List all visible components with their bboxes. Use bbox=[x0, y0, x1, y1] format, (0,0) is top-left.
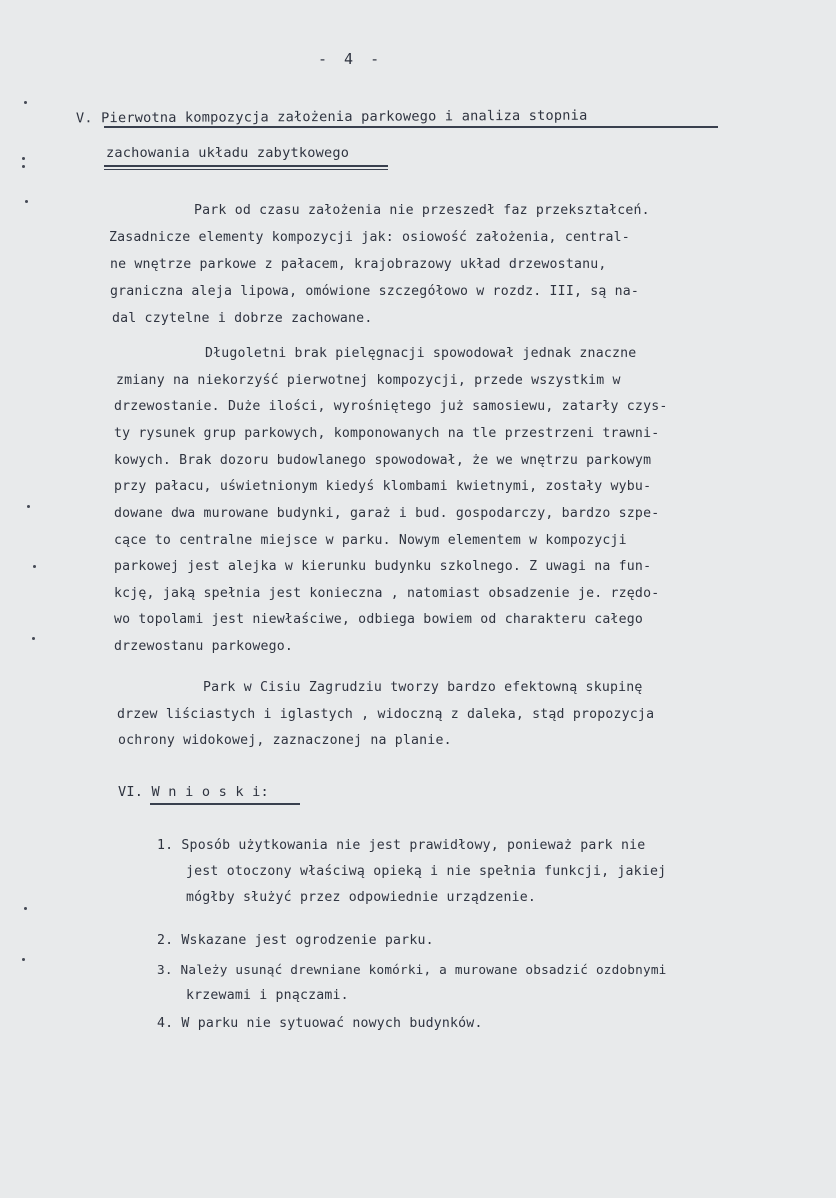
margin-mark bbox=[27, 505, 30, 508]
p1-line-3: ne wnętrze parkowe z pałacem, krajobrazowy układ drzewostanu, bbox=[110, 257, 607, 272]
p2-line-10: kcję, jaką spełnia jest konieczna , natomiast obsadzenie je. rzędo- bbox=[114, 586, 660, 601]
section-vi-underline bbox=[150, 803, 300, 805]
p1-line-1: Park od czasu założenia nie przeszedł faz przekształceń. bbox=[194, 203, 650, 218]
p2-line-6: przy pałacu, uświetnionym kiedyś klombami kwietnymi, zostały wybu- bbox=[114, 479, 652, 494]
margin-mark bbox=[22, 165, 25, 168]
p2-line-9: parkowej jest alejka w kierunku budynku szkolnego. Z uwagi na fun- bbox=[114, 559, 652, 574]
p2-line-11: wo topolami jest niewłaściwe, odbiega bowiem od charakteru całego bbox=[114, 612, 644, 627]
section-vi-heading: VI. W n i o s k i: bbox=[118, 784, 269, 800]
p1-line-5: dal czytelne i dobrze zachowane. bbox=[112, 311, 373, 326]
heading-underline-2b bbox=[104, 169, 388, 170]
conclusion-1-line-1: 1. Sposób użytkowania nie jest prawidłowy, ponieważ park nie bbox=[157, 838, 646, 853]
p2-line-3: drzewostanie. Duże ilości, wyrośniętego już samosiewu, zatarły czys- bbox=[114, 399, 668, 414]
p2-line-2: zmiany na niekorzyść pierwotnej kompozycji, przede wszystkim w bbox=[116, 373, 621, 388]
p2-line-12: drzewostanu parkowego. bbox=[114, 639, 294, 654]
p2-line-5: kowych. Brak dozoru budowlanego spowodował, że we wnętrzu parkowym bbox=[114, 453, 652, 468]
margin-mark bbox=[33, 565, 36, 568]
p3-line-1: Park w Cisiu Zagrudziu tworzy bardzo efektowną skupinę bbox=[203, 680, 643, 695]
margin-mark bbox=[32, 637, 35, 640]
conclusion-3-line-2: krzewami i pnączami. bbox=[186, 988, 349, 1003]
margin-mark bbox=[24, 907, 27, 910]
p2-line-8: cące to centralne miejsce w parku. Nowym elementem w kompozycji bbox=[114, 533, 627, 548]
margin-mark bbox=[22, 157, 25, 160]
section-v-heading-line2: zachowania układu zabytkowego bbox=[106, 145, 350, 161]
p3-line-3: ochrony widokowej, zaznaczonej na planie. bbox=[118, 733, 452, 748]
p1-line-4: graniczna aleja lipowa, omówione szczegółowo w rozdz. III, są na- bbox=[110, 284, 640, 299]
margin-mark bbox=[24, 101, 27, 104]
conclusion-3-line-1: 3. Należy usunąć drewniane komórki, a murowane obsadzić ozdobnymi bbox=[157, 962, 667, 977]
p1-line-2: Zasadnicze elementy kompozycji jak: osiowość założenia, central- bbox=[109, 230, 630, 245]
conclusion-4: 4. W parku nie sytuować nowych budynków. bbox=[157, 1016, 483, 1031]
p2-line-1: Długoletni brak pielęgnacji spowodował jednak znaczne bbox=[205, 346, 637, 361]
p2-line-7: dowane dwa murowane budynki, garaż i bud. gospodarczy, bardzo szpe- bbox=[114, 506, 660, 521]
page-number: - 4 - bbox=[318, 50, 384, 68]
margin-mark bbox=[25, 200, 28, 203]
conclusion-1-line-3: mógłby służyć przez odpowiednie urządzenie. bbox=[186, 890, 537, 905]
conclusion-1-line-2: jest otoczony właściwą opieką i nie spełnia funkcji, jakiej bbox=[186, 864, 667, 879]
p3-line-2: drzew liściastych i iglastych , widoczną z daleka, stąd propozycja bbox=[117, 707, 655, 722]
margin-mark bbox=[22, 958, 25, 961]
heading-underline-2 bbox=[104, 165, 388, 167]
conclusion-2: 2. Wskazane jest ogrodzenie parku. bbox=[157, 933, 434, 948]
p2-line-4: ty rysunek grup parkowych, komponowanych na tle przestrzeni trawni- bbox=[114, 426, 660, 441]
heading-underline-1 bbox=[104, 126, 718, 128]
section-v-heading-line1: V. Pierwotna kompozycja założenia parkowego i analiza stopnia bbox=[75, 107, 588, 127]
